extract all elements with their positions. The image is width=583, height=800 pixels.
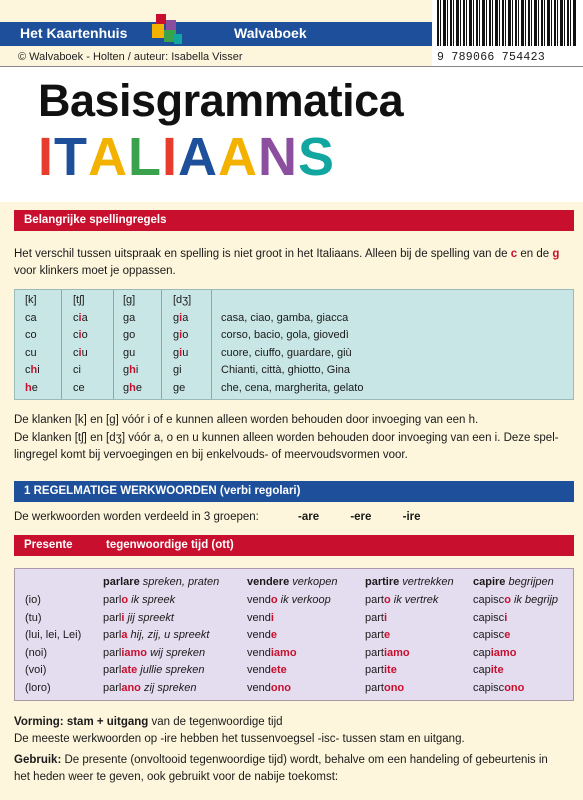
spelling-cell: chi bbox=[25, 364, 40, 376]
spelling-cell: gu bbox=[123, 346, 136, 359]
spelling-cell: cuore, ciuffo, guardare, giù bbox=[221, 346, 352, 359]
verb-form: parlo ik spreek bbox=[103, 594, 176, 606]
verb-form: parla hij, zij, u spreekt bbox=[103, 629, 210, 641]
spelling-cell: ca bbox=[25, 311, 37, 324]
publisher-logo-icon bbox=[152, 14, 182, 46]
vorming-line: Vorming: stam + uitgang van de tegenwoordige tijd bbox=[14, 716, 283, 728]
spelling-rule-2a: De klanken [tʃ] en [dʒ] vóór a, o en u kunnen alleen worden behouden door invoeging van een i. Deze spel- bbox=[14, 432, 559, 444]
spelling-cell: cu bbox=[25, 346, 37, 359]
isc-line: De meeste werkwoorden op -ire hebben het tussenvoegsel -isc- tussen stam en uitgang. bbox=[14, 733, 465, 745]
title-letter: L bbox=[128, 127, 163, 187]
language-title bbox=[38, 127, 336, 187]
verb-form: parlano zij spreken bbox=[103, 681, 197, 694]
spelling-cell: [tʃ] bbox=[73, 294, 85, 306]
spelling-row bbox=[15, 347, 575, 364]
spelling-cell: casa, ciao, gamba, giacca bbox=[221, 311, 349, 324]
spelling-cell: ge bbox=[173, 381, 186, 394]
verb-form: vende bbox=[247, 629, 277, 641]
title-letter: A bbox=[218, 127, 259, 187]
verb-form: capisco ik begrijp bbox=[473, 594, 558, 606]
spelling-cell: Chianti, città, ghiotto, Gina bbox=[221, 364, 351, 376]
verb-header: vendere verkopen bbox=[247, 576, 338, 588]
verb-form: vendi bbox=[247, 611, 274, 624]
verb-form: vendiamo bbox=[247, 646, 297, 659]
verb-header: parlare spreken, praten bbox=[103, 576, 220, 588]
verb-form: capiscono bbox=[473, 681, 525, 694]
verb-groups: -are -ere -ire bbox=[298, 511, 421, 523]
title-letter: A bbox=[178, 127, 219, 187]
verb-form: capisce bbox=[473, 629, 511, 641]
series-name: Walvaboek bbox=[234, 25, 307, 41]
conjugation-row bbox=[15, 612, 575, 629]
spelling-cell: gio bbox=[173, 329, 189, 341]
pronoun: (voi) bbox=[25, 664, 47, 676]
spelling-cell: ghe bbox=[123, 381, 142, 394]
conjugation-row bbox=[15, 594, 575, 611]
conjugation-row bbox=[15, 629, 575, 646]
spelling-cell: he bbox=[25, 381, 38, 394]
spelling-cell: cia bbox=[73, 311, 88, 324]
title-letter: T bbox=[54, 127, 89, 187]
verb-form: parte bbox=[365, 629, 391, 641]
verb-groups-text: De werkwoorden worden verdeeld in 3 groepen: bbox=[14, 511, 259, 523]
conjugation-row bbox=[15, 664, 575, 681]
title-letter: S bbox=[298, 127, 336, 187]
verb-form: capite bbox=[473, 664, 504, 676]
title-letter: A bbox=[88, 127, 129, 187]
spelling-row bbox=[15, 329, 575, 346]
credits-line: © Walvaboek - Holten / auteur: Isabella Visser bbox=[18, 51, 243, 63]
section-heading-spelling: Belangrijke spellingregels bbox=[14, 210, 574, 231]
spelling-row bbox=[15, 294, 575, 311]
pronoun: (loro) bbox=[25, 681, 51, 694]
spelling-row bbox=[15, 364, 575, 381]
isbn-number: 9 789066 754423 bbox=[437, 51, 546, 64]
spelling-cell: gi bbox=[173, 364, 182, 376]
spelling-cell: ciu bbox=[73, 346, 88, 359]
verb-form: parli jij spreekt bbox=[103, 611, 174, 624]
verb-form: capisci bbox=[473, 611, 508, 624]
pronoun: (lui, lei, Lei) bbox=[25, 629, 82, 641]
spelling-cell: [k] bbox=[25, 294, 37, 306]
verb-header: partire vertrekken bbox=[365, 576, 454, 588]
section-heading-verbs: 1 REGELMATIGE WERKWOORDEN (verbi regolari) bbox=[14, 481, 574, 502]
verb-form: vendono bbox=[247, 681, 292, 694]
spelling-cell: ci bbox=[73, 364, 81, 376]
spelling-cell: gia bbox=[173, 311, 189, 324]
spelling-rule-1: De klanken [k] en [g] vóór i of e kunnen alleen worden behouden door invoeging van een h. bbox=[14, 414, 479, 426]
spelling-row bbox=[15, 382, 575, 399]
pronoun: (noi) bbox=[25, 646, 48, 659]
spelling-rule-2b: lingregel komt bij vervoegingen en bij enkelvouds- of meervoudsvormen voor. bbox=[14, 449, 408, 461]
conjugation-table bbox=[14, 568, 574, 701]
spelling-cell: corso, bacio, gola, giovedì bbox=[221, 329, 349, 341]
spelling-cell: co bbox=[25, 329, 37, 341]
barcode-icon bbox=[437, 0, 577, 46]
verb-form: parto ik vertrek bbox=[365, 594, 439, 606]
verb-form: vendo ik verkoop bbox=[247, 594, 331, 606]
spelling-table bbox=[14, 289, 574, 400]
spelling-cell: ga bbox=[123, 311, 136, 324]
verb-header: capire begrijpen bbox=[473, 576, 554, 588]
conjugation-row bbox=[15, 682, 575, 699]
verb-form: partiamo bbox=[365, 646, 410, 659]
spelling-cell: [dʒ] bbox=[173, 294, 192, 306]
verb-form: partono bbox=[365, 681, 405, 694]
conjugation-header bbox=[15, 576, 575, 593]
verb-form: parliamo wij spreken bbox=[103, 646, 206, 659]
gebruik-text: Gebruik: De presente (onvoltooid tegenwoordige tijd) wordt, behalve om een handeling of gebeurtenis in het heden weer te geven, ook gebruikt voor de nabije toekomst: bbox=[14, 754, 548, 783]
page-title: Basisgrammatica bbox=[38, 75, 404, 126]
spelling-intro: Het verschil tussen uitspraak en spelling is niet groot in het Italiaans. Alleen bij de spelling van de c en de g voor klinkers moet je oppassen. bbox=[14, 248, 560, 277]
spelling-cell: ghi bbox=[123, 364, 139, 376]
spelling-cell: go bbox=[123, 329, 136, 341]
spelling-cell: giu bbox=[173, 346, 189, 359]
spelling-cell: ce bbox=[73, 381, 85, 394]
tense-heading: Presente tegenwoordige tijd (ott) bbox=[14, 535, 574, 556]
pronoun: (tu) bbox=[25, 611, 42, 624]
verb-form: parti bbox=[365, 611, 388, 624]
pronoun: (io) bbox=[25, 594, 41, 606]
spelling-cell: che, cena, margherita, gelato bbox=[221, 381, 364, 394]
spelling-row bbox=[15, 312, 575, 329]
title-letter: I bbox=[162, 127, 179, 187]
verb-form: vendete bbox=[247, 664, 287, 676]
verb-form: capiamo bbox=[473, 646, 517, 659]
conjugation-row bbox=[15, 647, 575, 664]
spelling-cell: cio bbox=[73, 329, 88, 341]
title-letter: I bbox=[38, 127, 55, 187]
verb-form: parlate jullie spreken bbox=[103, 664, 205, 676]
verb-form: partite bbox=[365, 664, 397, 676]
title-letter: N bbox=[258, 127, 299, 187]
spelling-cell: [g] bbox=[123, 294, 136, 306]
publisher-name: Het Kaartenhuis bbox=[20, 25, 128, 41]
